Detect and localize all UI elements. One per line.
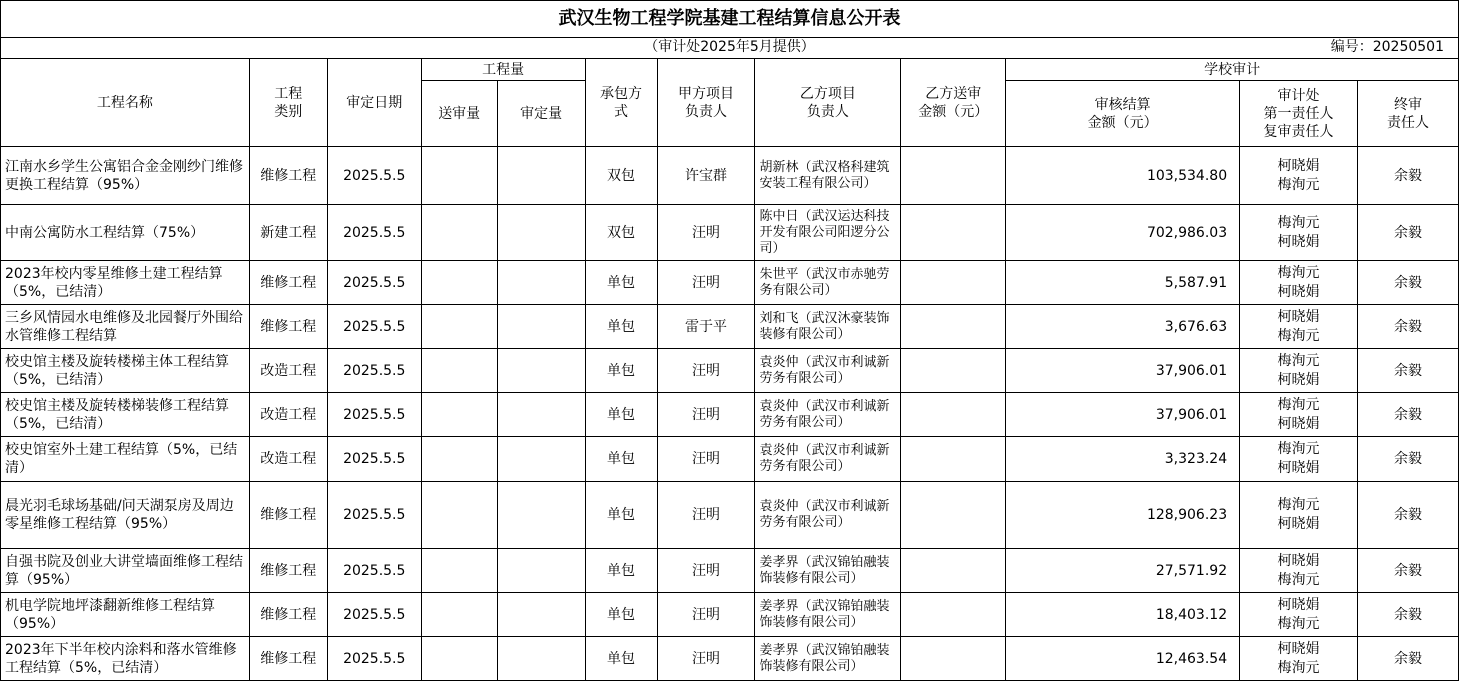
review-responsible-person: 梅洵元 <box>1277 615 1320 632</box>
quantity-approved-cell[interactable] <box>497 261 585 305</box>
table-row <box>1 305 1459 349</box>
quantity-approved-cell[interactable] <box>497 482 585 549</box>
table-row <box>1 261 1459 305</box>
project-name-cell[interactable]: 校史馆主楼及旋转楼梯主体工程结算（5%，已结清） <box>1 349 250 393</box>
party-b-lead-cell[interactable]: 姜孝界（武汉锦铂融装饰装修有限公司） <box>755 593 901 637</box>
party-b-amount-cell[interactable] <box>901 637 1006 681</box>
project-name-cell[interactable]: 中南公寓防水工程结算（75%） <box>1 205 250 261</box>
project-type-cell[interactable]: 维修工程 <box>249 549 327 593</box>
table-row <box>1 205 1459 261</box>
approval-date-cell[interactable]: 2025.5.5 <box>327 147 421 205</box>
party-b-lead-cell[interactable]: 朱世平（武汉市赤驰劳务有限公司） <box>755 261 901 305</box>
party-b-lead-cell[interactable]: 袁炎仲（武汉市利诚新劳务有限公司） <box>755 437 901 482</box>
quantity-submitted-cell[interactable] <box>421 637 497 681</box>
party-a-lead-cell[interactable]: 汪明 <box>657 637 755 681</box>
party-b-amount-cell[interactable] <box>901 549 1006 593</box>
audit-dept-leads-cell[interactable] <box>1240 261 1358 305</box>
contract-mode-cell[interactable]: 单包 <box>585 549 657 593</box>
audit-dept-leads-cell[interactable] <box>1240 393 1358 437</box>
party-b-lead-cell[interactable]: 胡新林（武汉格科建筑安装工程有限公司） <box>755 147 901 205</box>
header-row-1 <box>1 59 1459 81</box>
contract-mode-cell[interactable]: 单包 <box>585 637 657 681</box>
party-a-lead-cell[interactable]: 汪明 <box>657 593 755 637</box>
party-a-lead-cell[interactable]: 汪明 <box>657 349 755 393</box>
audited-amount-cell[interactable]: 5,587.91 <box>1006 261 1240 305</box>
review-responsible-person: 柯晓娟 <box>1277 283 1320 300</box>
header-school-audit-group[interactable]: 学校审计 <box>1006 59 1459 81</box>
final-reviewer-cell[interactable]: 余毅 <box>1358 349 1459 393</box>
quantity-approved-cell[interactable] <box>497 349 585 393</box>
approval-date-cell[interactable]: 2025.5.5 <box>327 349 421 393</box>
party-a-lead-cell[interactable]: 汪明 <box>657 549 755 593</box>
table-row <box>1 393 1459 437</box>
project-name-cell[interactable]: 2023年下半年校内涂料和落水管维修工程结算（5%，已结清） <box>1 637 250 681</box>
review-responsible-person: 梅洵元 <box>1277 659 1320 676</box>
party-b-amount-cell[interactable] <box>901 205 1006 261</box>
project-type-cell[interactable]: 维修工程 <box>249 147 327 205</box>
audited-amount-cell[interactable]: 18,403.12 <box>1006 593 1240 637</box>
audit-dept-leads-cell[interactable] <box>1240 482 1358 549</box>
review-responsible-person: 柯晓娟 <box>1277 415 1320 432</box>
final-reviewer-cell[interactable]: 余毅 <box>1358 147 1459 205</box>
audited-amount-cell[interactable]: 3,676.63 <box>1006 305 1240 349</box>
contract-mode-cell[interactable]: 单包 <box>585 393 657 437</box>
quantity-approved-cell[interactable] <box>497 393 585 437</box>
quantity-submitted-cell[interactable] <box>421 393 497 437</box>
header-audited-amount[interactable]: 审核结算 金额（元） <box>1006 81 1240 147</box>
first-responsible-person: 柯晓娟 <box>1277 640 1320 657</box>
table-row <box>1 637 1459 681</box>
quantity-submitted-cell[interactable] <box>421 437 497 482</box>
sheet-title[interactable]: 武汉生物工程学院基建工程结算信息公开表 <box>1 1 1459 38</box>
project-type-cell[interactable]: 改造工程 <box>249 393 327 437</box>
quantity-submitted-cell[interactable] <box>421 549 497 593</box>
audited-amount-cell[interactable]: 702,986.03 <box>1006 205 1240 261</box>
project-type-cell[interactable]: 维修工程 <box>249 593 327 637</box>
header-party-b-amount[interactable]: 乙方送审 金额（元） <box>901 59 1006 147</box>
approval-date-cell[interactable]: 2025.5.5 <box>327 305 421 349</box>
party-b-lead-cell[interactable]: 袁炎仲（武汉市利诚新劳务有限公司） <box>755 349 901 393</box>
first-responsible-person: 柯晓娟 <box>1277 596 1320 613</box>
party-a-lead-cell[interactable]: 汪明 <box>657 482 755 549</box>
review-responsible-person: 柯晓娟 <box>1277 233 1320 250</box>
audited-amount-cell[interactable]: 103,534.80 <box>1006 147 1240 205</box>
party-a-lead-cell[interactable]: 许宝群 <box>657 147 755 205</box>
audited-amount-cell[interactable]: 3,323.24 <box>1006 437 1240 482</box>
approval-date-cell[interactable]: 2025.5.5 <box>327 482 421 549</box>
audited-amount-cell[interactable]: 27,571.92 <box>1006 549 1240 593</box>
quantity-submitted-cell[interactable] <box>421 349 497 393</box>
table-row <box>1 349 1459 393</box>
audited-amount-cell[interactable]: 37,906.01 <box>1006 393 1240 437</box>
approval-date-cell[interactable]: 2025.5.5 <box>327 261 421 305</box>
audit-dept-leads-cell[interactable] <box>1240 593 1358 637</box>
contract-mode-cell[interactable]: 单包 <box>585 261 657 305</box>
contract-mode-cell[interactable]: 双包 <box>585 205 657 261</box>
header-quantity-approved[interactable]: 审定量 <box>497 81 585 147</box>
final-reviewer-cell[interactable]: 余毅 <box>1358 593 1459 637</box>
party-a-lead-cell[interactable]: 雷于平 <box>657 305 755 349</box>
project-type-cell[interactable]: 维修工程 <box>249 637 327 681</box>
table-row <box>1 147 1459 205</box>
quantity-approved-cell[interactable] <box>497 637 585 681</box>
project-name-cell[interactable]: 校史馆室外土建工程结算（5%，已结清） <box>1 437 250 482</box>
project-name-cell[interactable]: 三乡风情园水电维修及北园餐厅外围给水管维修工程结算 <box>1 305 250 349</box>
quantity-approved-cell[interactable] <box>497 437 585 482</box>
party-b-amount-cell[interactable] <box>901 593 1006 637</box>
contract-mode-cell[interactable]: 双包 <box>585 147 657 205</box>
final-reviewer-cell[interactable]: 余毅 <box>1358 482 1459 549</box>
project-name-cell[interactable]: 2023年校内零星维修土建工程结算（5%，已结清） <box>1 261 250 305</box>
party-b-lead-cell[interactable]: 姜孝界（武汉锦铂融装饰装修有限公司） <box>755 637 901 681</box>
quantity-submitted-cell[interactable] <box>421 482 497 549</box>
quantity-approved-cell[interactable] <box>497 205 585 261</box>
first-responsible-person: 梅洵元 <box>1277 214 1320 231</box>
first-responsible-person: 梅洵元 <box>1277 264 1320 281</box>
first-responsible-person: 梅洵元 <box>1277 396 1320 413</box>
table-row <box>1 549 1459 593</box>
party-b-lead-cell[interactable]: 刘和飞（武汉沐豪装饰装修有限公司） <box>755 305 901 349</box>
approval-date-cell[interactable]: 2025.5.5 <box>327 637 421 681</box>
final-reviewer-cell[interactable]: 余毅 <box>1358 205 1459 261</box>
first-responsible-person: 梅洵元 <box>1277 441 1320 457</box>
quantity-approved-cell[interactable] <box>497 549 585 593</box>
audited-amount-cell[interactable]: 12,463.54 <box>1006 637 1240 681</box>
contract-mode-cell[interactable]: 单包 <box>585 593 657 637</box>
project-name-cell[interactable]: 晨光羽毛球场基础/问天湖泵房及周边零星维修工程结算（95%） <box>1 482 250 549</box>
quantity-approved-cell[interactable] <box>497 593 585 637</box>
first-responsible-person: 梅洵元 <box>1277 497 1320 513</box>
quantity-submitted-cell[interactable] <box>421 305 497 349</box>
final-reviewer-cell[interactable]: 余毅 <box>1358 549 1459 593</box>
header-quantity-group[interactable]: 工程量 <box>421 59 585 81</box>
approval-date-cell[interactable]: 2025.5.5 <box>327 549 421 593</box>
audit-dept-leads-cell[interactable] <box>1240 349 1358 393</box>
project-name-cell[interactable]: 江南水乡学生公寓铝合金金刚纱门维修更换工程结算（95%） <box>1 147 250 205</box>
party-b-lead-cell[interactable]: 袁炎仲（武汉市利诚新劳务有限公司） <box>755 393 901 437</box>
final-reviewer-cell[interactable]: 余毅 <box>1358 393 1459 437</box>
party-b-amount-cell[interactable] <box>901 305 1006 349</box>
subtitle-cell[interactable] <box>1 38 1459 59</box>
project-type-cell[interactable]: 维修工程 <box>249 261 327 305</box>
party-b-amount-cell[interactable] <box>901 393 1006 437</box>
approval-date-cell[interactable]: 2025.5.5 <box>327 437 421 482</box>
header-quantity-submitted[interactable]: 送审量 <box>421 81 497 147</box>
approval-date-cell[interactable]: 2025.5.5 <box>327 393 421 437</box>
header-project-type[interactable]: 工程 类别 <box>249 59 327 147</box>
audit-dept-leads-cell[interactable] <box>1240 549 1358 593</box>
project-type-cell[interactable]: 维修工程 <box>249 305 327 349</box>
table-row <box>1 593 1459 637</box>
audited-amount-cell[interactable]: 37,906.01 <box>1006 349 1240 393</box>
party-b-amount-cell[interactable] <box>901 437 1006 482</box>
review-responsible-person: 梅洵元 <box>1277 571 1320 588</box>
table-row <box>1 482 1459 549</box>
contract-mode-cell[interactable]: 单包 <box>585 482 657 549</box>
header-audit-dept-leads[interactable]: 审计处 第一责任人 复审责任人 <box>1240 81 1358 147</box>
approval-date-cell[interactable]: 2025.5.5 <box>327 205 421 261</box>
review-responsible-person: 梅洵元 <box>1277 176 1320 193</box>
contract-mode-cell[interactable]: 单包 <box>585 305 657 349</box>
party-b-amount-cell[interactable] <box>901 349 1006 393</box>
header-party-b-lead[interactable]: 乙方项目 负责人 <box>755 59 901 147</box>
review-responsible-person: 柯晓娟 <box>1277 371 1320 388</box>
project-type-cell[interactable]: 改造工程 <box>249 349 327 393</box>
contract-mode-cell[interactable]: 单包 <box>585 437 657 482</box>
first-responsible-person: 柯晓娟 <box>1277 157 1320 174</box>
table-row <box>1 437 1459 482</box>
project-type-cell[interactable]: 新建工程 <box>249 205 327 261</box>
approval-date-cell[interactable]: 2025.5.5 <box>327 593 421 637</box>
party-b-lead-cell[interactable]: 陈中日（武汉运达科技开发有限公司阳逻分公司） <box>755 205 901 261</box>
final-reviewer-cell[interactable]: 余毅 <box>1358 637 1459 681</box>
party-b-lead-cell[interactable]: 袁炎仲（武汉市利诚新劳务有限公司） <box>755 482 901 549</box>
party-b-amount-cell[interactable] <box>901 482 1006 549</box>
quantity-approved-cell[interactable] <box>497 147 585 205</box>
first-responsible-person: 柯晓娟 <box>1277 308 1320 325</box>
quantity-approved-cell[interactable] <box>497 305 585 349</box>
audit-dept-leads-cell[interactable] <box>1240 205 1358 261</box>
audit-dept-leads-cell[interactable] <box>1240 305 1358 349</box>
header-final-reviewer[interactable]: 终审 责任人 <box>1358 81 1459 147</box>
project-name-cell[interactable]: 机电学院地坪漆翻新维修工程结算（95%） <box>1 593 250 637</box>
project-type-cell[interactable]: 维修工程 <box>249 482 327 549</box>
party-a-lead-cell[interactable]: 汪明 <box>657 205 755 261</box>
final-reviewer-cell[interactable]: 余毅 <box>1358 437 1459 482</box>
audit-dept-leads-cell[interactable] <box>1240 147 1358 205</box>
project-type-cell[interactable]: 改造工程 <box>249 437 327 482</box>
quantity-submitted-cell[interactable] <box>421 205 497 261</box>
party-b-amount-cell[interactable] <box>901 147 1006 205</box>
audited-amount-cell[interactable]: 128,906.23 <box>1006 482 1240 549</box>
header-contract-mode[interactable]: 承包方 式 <box>585 59 657 147</box>
final-reviewer-cell[interactable]: 余毅 <box>1358 305 1459 349</box>
header-project-name[interactable]: 工程名称 <box>1 59 250 147</box>
quantity-submitted-cell[interactable] <box>421 261 497 305</box>
project-name-cell[interactable]: 校史馆主楼及旋转楼梯装修工程结算（5%，已结清） <box>1 393 250 437</box>
review-responsible-person: 梅洵元 <box>1277 327 1320 344</box>
title-row <box>1 1 1459 38</box>
quantity-submitted-cell[interactable] <box>421 147 497 205</box>
first-responsible-person: 梅洵元 <box>1277 352 1320 369</box>
audit-dept-leads-cell[interactable] <box>1240 437 1358 482</box>
review-responsible-person: 柯晓娟 <box>1277 516 1320 532</box>
contract-mode-cell[interactable]: 单包 <box>585 349 657 393</box>
review-responsible-person: 柯晓娟 <box>1277 460 1320 476</box>
party-b-amount-cell[interactable] <box>901 261 1006 305</box>
party-b-lead-cell[interactable]: 姜孝界（武汉锦铂融装饰装修有限公司） <box>755 549 901 593</box>
header-approval-date[interactable]: 审定日期 <box>327 59 421 147</box>
subtitle: （审计处2025年5月提供） <box>644 39 815 55</box>
audit-dept-leads-cell[interactable] <box>1240 637 1358 681</box>
party-a-lead-cell[interactable]: 汪明 <box>657 393 755 437</box>
first-responsible-person: 柯晓娟 <box>1277 552 1320 569</box>
subtitle-row <box>1 38 1459 59</box>
header-party-a-lead[interactable]: 甲方项目 负责人 <box>657 59 755 147</box>
document-number: 编号：20250501 <box>1330 39 1444 55</box>
party-a-lead-cell[interactable]: 汪明 <box>657 437 755 482</box>
project-name-cell[interactable]: 自强书院及创业大讲堂墙面维修工程结算（95%） <box>1 549 250 593</box>
final-reviewer-cell[interactable]: 余毅 <box>1358 261 1459 305</box>
quantity-submitted-cell[interactable] <box>421 593 497 637</box>
party-a-lead-cell[interactable]: 汪明 <box>657 261 755 305</box>
